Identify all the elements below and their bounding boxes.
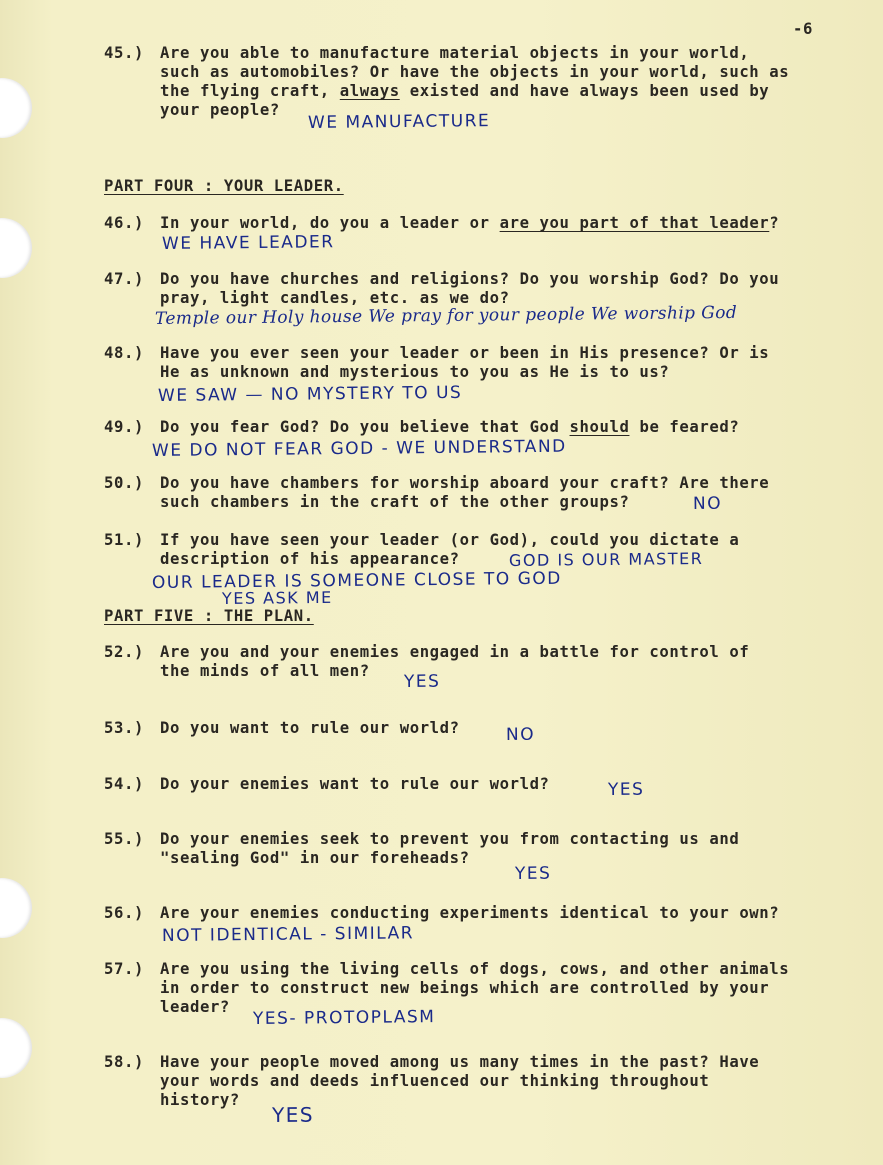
question-text: Are you able to manufacture material objects in your world, such as automobiles? Or have the objects in your world, such as the flying craft, always existed and have always been used by your people? xyxy=(160,44,790,119)
handwritten-answer: NOT IDENTICAL - SIMILAR xyxy=(161,923,415,946)
question-text: If you have seen your leader (or God), could you dictate a description of his appearance? xyxy=(160,531,740,568)
punch-hole xyxy=(0,218,32,278)
punch-hole xyxy=(0,78,32,138)
page-number: -6 xyxy=(793,20,813,38)
question-text: Are your enemies conducting experiments identical to your own? xyxy=(160,904,780,922)
section-heading: PART FOUR : YOUR LEADER. xyxy=(104,177,344,195)
question-text: Have you ever seen your leader or been in His presence? Or is He as unknown and mysterious to you as He is to us? xyxy=(160,344,770,381)
question-text: Do you have chambers for worship aboard your craft? Are there such chambers in the craft of the other groups? xyxy=(160,474,770,511)
question-text: Do your enemies want to rule our world? xyxy=(160,775,550,793)
question-number: 55.) xyxy=(104,830,144,848)
question-text: Are you and your enemies engaged in a battle for control of the minds of all men? xyxy=(160,643,750,680)
question-text: Do you have churches and religions? Do you worship God? Do you pray, light candles, etc. as we do? xyxy=(160,270,780,307)
question-number: 47.) xyxy=(104,270,144,288)
question-number: 51.) xyxy=(104,531,144,549)
section-heading: PART FIVE : THE PLAN. xyxy=(104,607,314,625)
question-text: Have your people moved among us many times in the past? Have your words and deeds influenced our thinking throughout history? xyxy=(160,1053,760,1109)
punch-hole xyxy=(0,1018,32,1078)
question-number: 46.) xyxy=(104,214,144,232)
question-number: 49.) xyxy=(104,418,144,436)
handwritten-answer: Temple our Holy house We pray for your people We worship God xyxy=(154,302,738,329)
question-text: Do you want to rule our world? xyxy=(160,719,460,737)
handwritten-answer: YES xyxy=(607,779,645,800)
handwritten-answer: OUR LEADER IS SOMEONE CLOSE TO GOD xyxy=(151,568,562,593)
question-text: In your world, do you a leader or are you part of that leader? xyxy=(160,214,780,232)
punch-hole xyxy=(0,878,32,938)
handwritten-answer: NO xyxy=(692,493,723,514)
handwritten-answer: WE SAW — NO MYSTERY TO US xyxy=(157,382,463,406)
handwritten-answer: WE MANUFACTURE xyxy=(307,111,491,133)
handwritten-answer: WE HAVE LEADER xyxy=(161,232,335,254)
handwritten-answer: YES xyxy=(403,671,441,692)
question-number: 56.) xyxy=(104,904,144,922)
question-number: 45.) xyxy=(104,44,144,62)
question-number: 57.) xyxy=(104,960,144,978)
question-text: Do your enemies seek to prevent you from contacting us and "sealing God" in our foreheads? xyxy=(160,830,740,867)
handwritten-answer: YES ASK ME xyxy=(221,587,333,608)
handwritten-answer: WE DO NOT FEAR GOD - WE UNDERSTAND xyxy=(151,436,567,461)
handwritten-answer: YES xyxy=(271,1102,315,1127)
question-number: 52.) xyxy=(104,643,144,661)
handwritten-answer: NO xyxy=(505,724,536,745)
handwritten-answer: YES xyxy=(514,863,552,884)
handwritten-answer: YES- PROTOPLASM xyxy=(252,1007,436,1029)
question-number: 58.) xyxy=(104,1053,144,1071)
question-text: Do you fear God? Do you believe that God should be feared? xyxy=(160,418,740,436)
handwritten-answer: GOD IS OUR MASTER xyxy=(508,548,704,570)
question-number: 50.) xyxy=(104,474,144,492)
question-number: 54.) xyxy=(104,775,144,793)
question-text: Are you using the living cells of dogs, cows, and other animals in order to construct new beings which are controlled by your leader? xyxy=(160,960,790,1016)
question-number: 48.) xyxy=(104,344,144,362)
question-number: 53.) xyxy=(104,719,144,737)
